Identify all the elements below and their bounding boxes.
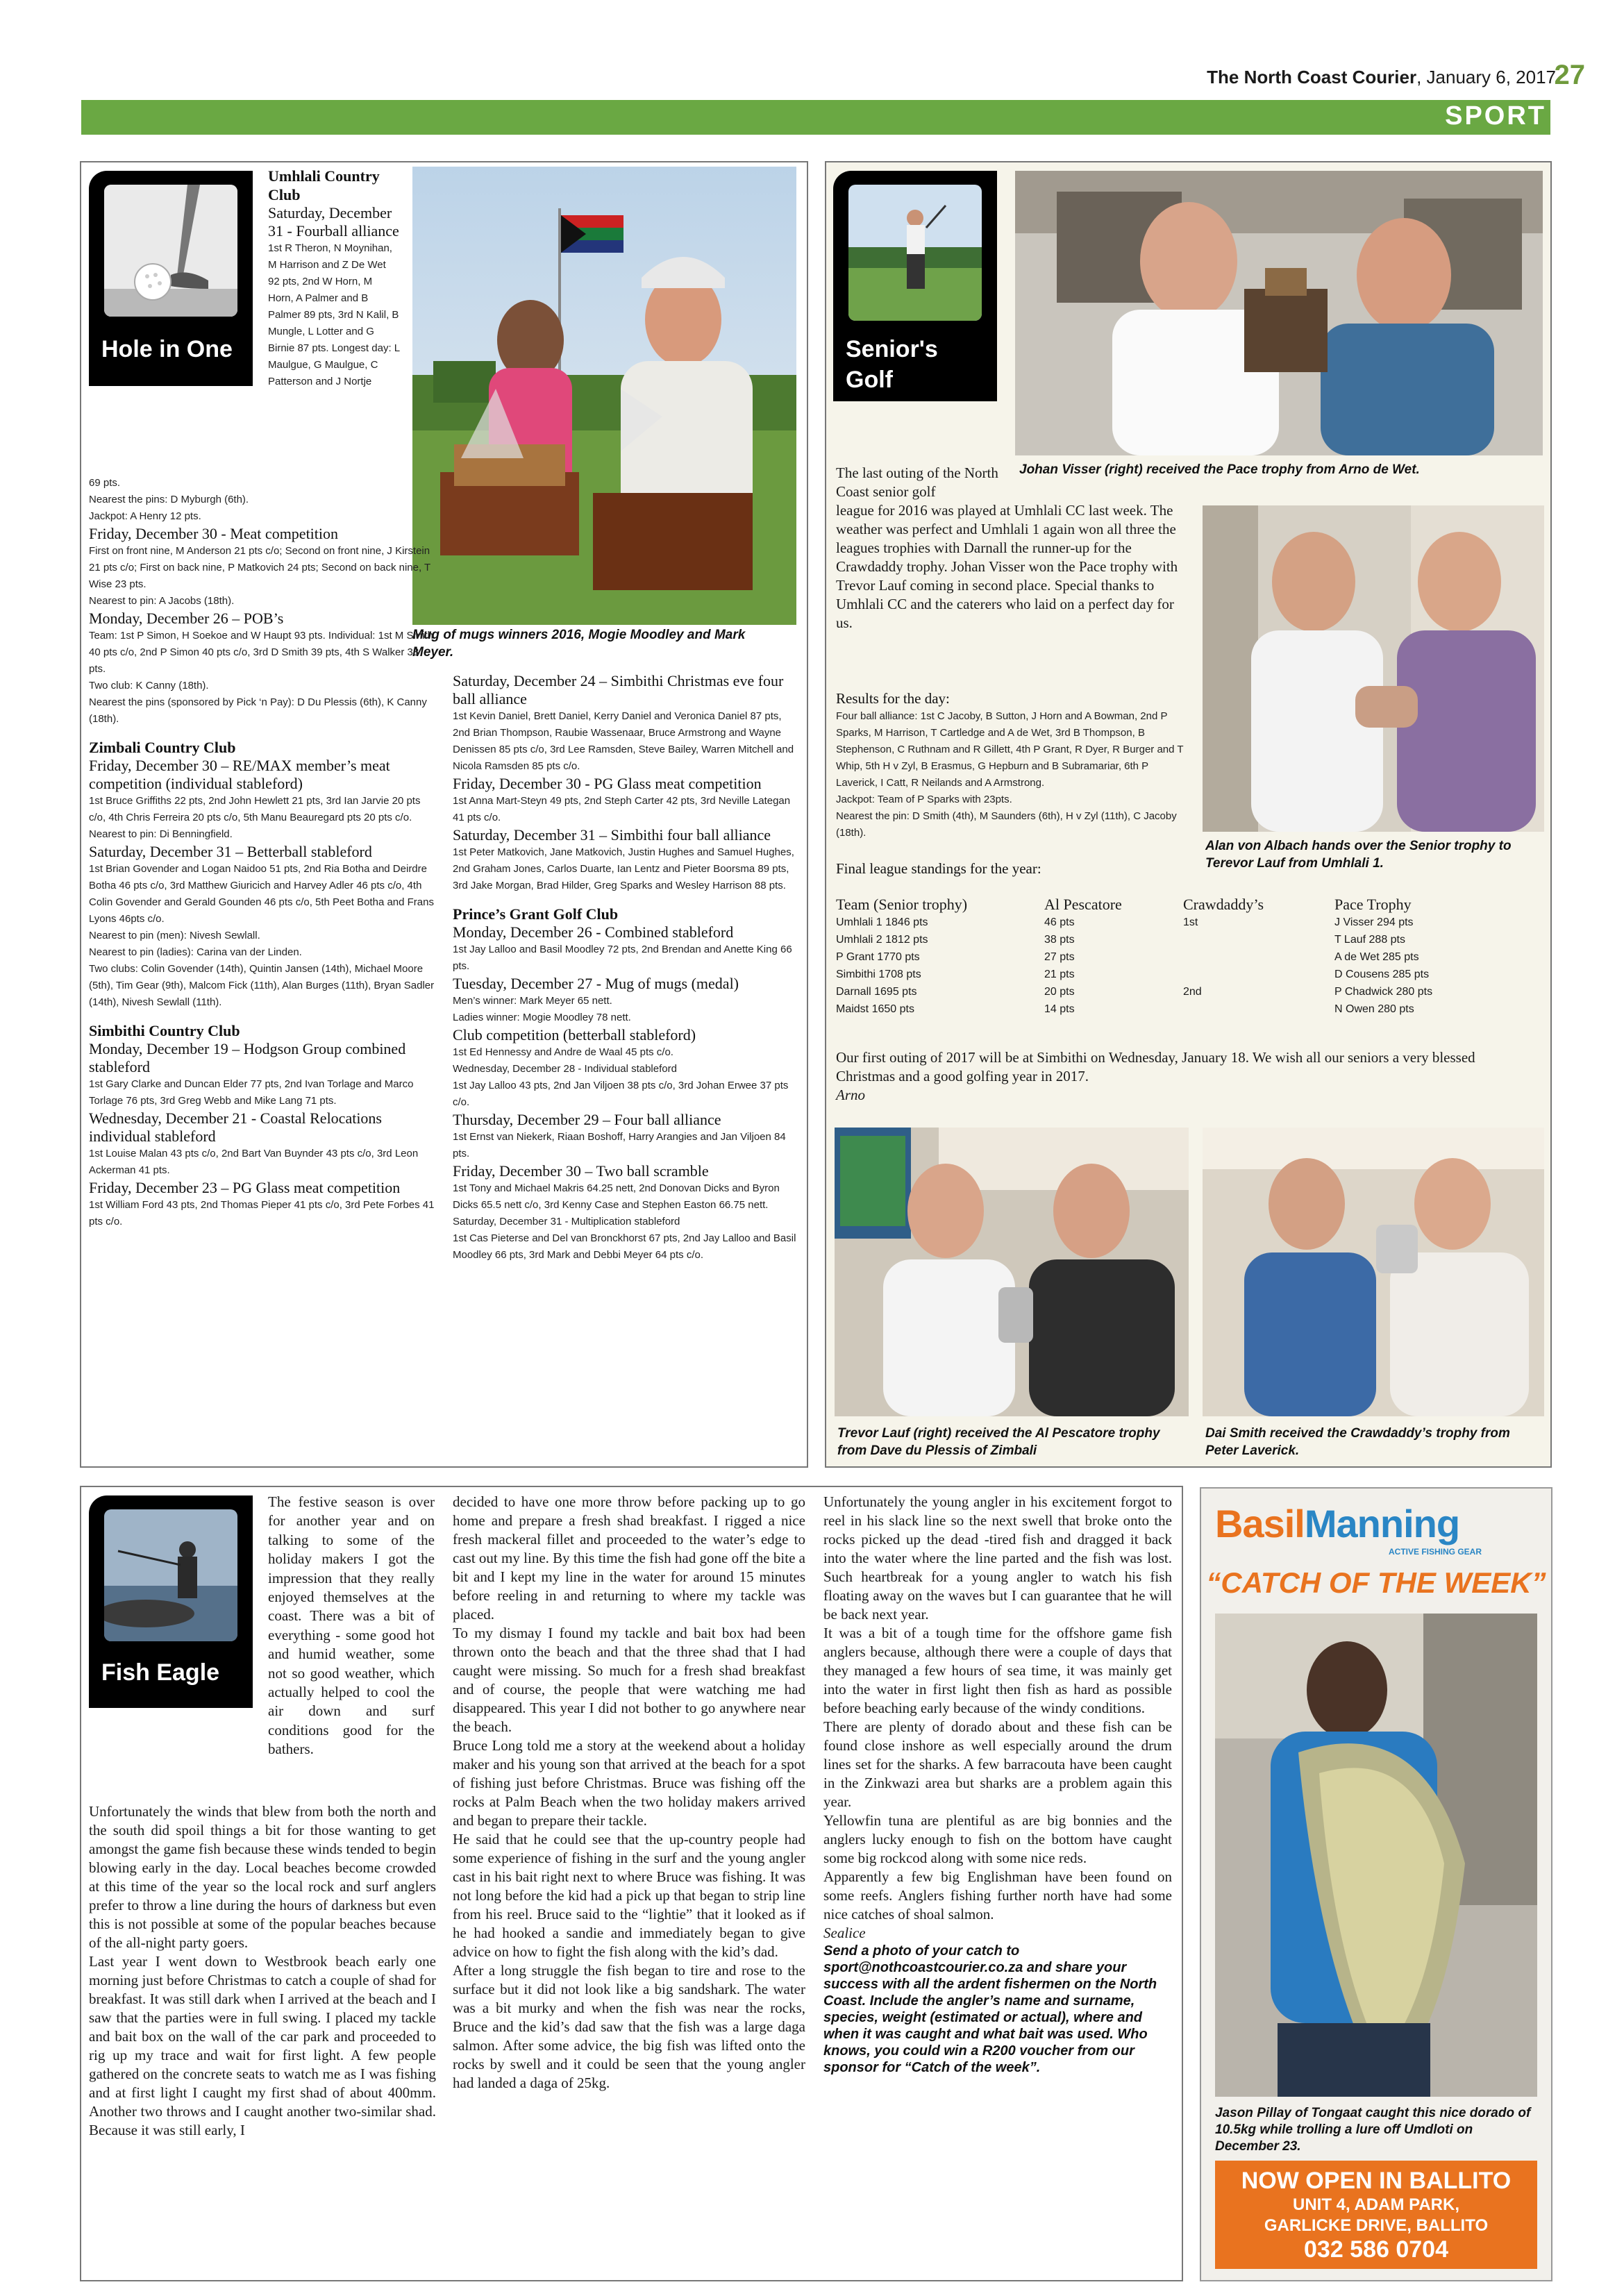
column-3-text: Unfortunately the young angler in his excitement forgot to reel in his slack line so the next swell that broke onto the rocks picked up the dead -tired fish and dragged it back into the water where the line parted and the fish was lost. Such heartbreak for a young angler to watch his fish floating away on the waves but I can guarantee that he will be back next year. It was a bit of a tough time for the offshore game fish anglers because, although there were a couple of days that they managed a few hours of sea time, it was mainly get into the water in first light then fish as hard as possible before beaching early because of the windy conditions. There are plenty of dorado about and these fish can be found close inshore as well especially around the drum lines set for the sharks. A few barracouta have been caught in the Zinkwazi area but sharks are a problem again this year. Yellowfin tuna are plentiful as are big bonnies and the anglers lucky enough to fish on the bottom have caught some big rockcod along with some nice reds. Apparently a few big Englishman have been found on some reefs. Anglers fishing further north have had some nice catches of shoal salmon. bbox=[823, 1493, 1172, 1922]
table-cell: 27 pts bbox=[1044, 951, 1075, 963]
table-cell: Umhlali 2 1812 pts bbox=[836, 934, 928, 946]
table-cell: 1st bbox=[1183, 916, 1198, 928]
table-cell: 46 pts bbox=[1044, 916, 1075, 928]
seniors-intro-2: league for 2016 was played at Umhlali CC last week. The weather was perfect and Umhlali 1 again won all three the leagues trophies with Darnall the runner-up for the Crawdaddy trophy. Johan Visser won the Pace trophy with Trevor Lauf coming in second place. Special thanks to Umhlali CC and the caterers who laid on a perfect day for us. bbox=[836, 502, 1178, 631]
zimbali-dec30-text: 1st Bruce Griffiths 22 pts, 2nd John Hewlett 21 pts, 3rd Ian Jarvie 20 pts c/o, 4th Chris Ferreira 20 pts c/o, 5th Manu Beauregard pts 20 pts c/o. Nearest to pin: Di Benningfield. bbox=[89, 795, 421, 840]
seniors-golf-title-2: Golf bbox=[846, 367, 893, 393]
table-row bbox=[836, 934, 1529, 951]
column-header: Team (Senior trophy) bbox=[836, 896, 968, 913]
catch-of-the-week-photo bbox=[1215, 1614, 1537, 2097]
table-header-row bbox=[836, 896, 1529, 916]
table-cell: 20 pts bbox=[1044, 986, 1075, 998]
fish-eagle-signoff: Sealice bbox=[823, 1925, 866, 1941]
table-cell bbox=[1183, 1003, 1334, 1021]
standings-grid bbox=[836, 896, 1529, 1021]
table-cell: Simbithi 1708 pts bbox=[836, 969, 921, 980]
pg-dec27-text: Men’s winner: Mark Meyer 65 nett. Ladies winner: Mogie Moodley 78 nett. bbox=[453, 995, 631, 1023]
column-header: Al Pescatore bbox=[1044, 896, 1122, 913]
pg-dec30-heading: Friday, December 30 – Two ball scramble bbox=[453, 1162, 709, 1180]
umhlali-block bbox=[268, 167, 400, 390]
club-heading-princes-grant: Prince’s Grant Golf Club bbox=[453, 905, 619, 923]
now-open-text: NOW OPEN IN BALLITO bbox=[1241, 2168, 1512, 2194]
umhlali-dec30-heading: Friday, December 30 - Meat competition bbox=[89, 525, 339, 542]
hole-in-one-title: Hole in One bbox=[101, 336, 233, 362]
send-photo-note: Send a photo of your catch to sport@nothcoastcourier.co.za and share your success with all the ardent fishermen on the North Coast. Include the angler’s name and surname, species, weight (estimated or actual), where and when it was caught and what bait was used. Who knows, you could win a R200 voucher from our sponsor for “Catch of the week”. bbox=[823, 1943, 1157, 2075]
simbithi-dec23-heading: Friday, December 23 – PG Glass meat competition bbox=[89, 1179, 401, 1196]
pg-dec30-text: 1st Tony and Michael Makris 64.25 nett, 2nd Donovan Dicks and Byron Dicks 65.5 nett c/o, 3rd Kenny Case and Stephen Easton 66.75 nett. Saturday, December 31 - Multiplication stableford 1st Cas Pieterse and Del van Bronckhorst 67 pts, 2nd Jay Lalloo and Basil Moodley 66 pts, 3rd Mark and Debbi Meyer 64 pts c/o. bbox=[453, 1182, 796, 1261]
pg-dec27-heading: Tuesday, December 27 - Mug of mugs (medal) bbox=[453, 975, 739, 992]
table-row bbox=[836, 969, 1529, 986]
table-cell: Umhlali 1 1846 pts bbox=[836, 916, 928, 928]
seniors-intro-1: The last outing of the North Coast senior golf bbox=[836, 464, 998, 500]
pg-dec29-text: 1st Ernst van Niekerk, Riaan Boshoff, Harry Arangies and Jan Viljoen 84 pts. bbox=[453, 1131, 786, 1159]
table-cell bbox=[1183, 969, 1334, 986]
table-cell: N Owen 280 pts bbox=[1334, 1003, 1414, 1015]
pg-dec26-heading: Monday, December 26 - Combined stableford bbox=[453, 923, 734, 941]
hole-in-one-left-column bbox=[89, 475, 436, 1230]
masthead bbox=[1207, 67, 1556, 88]
seniors-golf-badge bbox=[833, 171, 997, 401]
event-heading: Saturday, December 31 - Fourball alliance bbox=[268, 204, 399, 240]
simbithi-dec24-heading: Saturday, December 24 – Simbithi Christmas eve four ball alliance bbox=[453, 672, 784, 707]
table-row bbox=[836, 986, 1529, 1003]
pg-dec29-heading: Thursday, December 29 – Four ball alliance bbox=[453, 1111, 721, 1128]
address-line-2: GARLICKE DRIVE, BALLITO bbox=[1264, 2216, 1489, 2235]
simbithi-dec24-text: 1st Kevin Daniel, Brett Daniel, Kerry Daniel and Veronica Daniel 87 pts, 2nd Brian Thompson, Raubie Wassenaar, Bruce Armstrong and Wayne Denissen 85 pts c/o, 3rd Lee Ramsden, Steve Bailey, Warren Mitchell and Nicola Ramsden 85 pts c/o. bbox=[453, 710, 794, 772]
seniors-results bbox=[836, 689, 1190, 841]
umhlali-continued: 69 pts. Nearest the pins: D Myburgh (6th). Jackpot: A Henry 12 pts. bbox=[89, 477, 249, 522]
umhlali-dec30-text: First on front nine, M Anderson 21 pts c/o; Second on front nine, J Kirstein 21 pts c/o; First on back nine, P Matkovich 24 pts; Second on back nine, T Wise 23 pts. Nearest to pin: A Jacobs (18th). bbox=[89, 545, 430, 607]
brand-word-2: Manning bbox=[1304, 1502, 1460, 1545]
brand-logo bbox=[1215, 1501, 1537, 1545]
results-text: 1st R Theron, N Moynihan, M Harrison and Z De Wet 92 pts, 2nd W Horn, M Horn, A Palmer and B Palmer 89 pts, 3rd N Kalil, B Mungle, L Lotter and G Birnie 87 pts. Longest day: L Maulgue, G Maulgue, C Patterson and J Nortje bbox=[268, 242, 400, 387]
column-header: Crawdaddy’s bbox=[1183, 896, 1264, 913]
club-heading-umhlali: Umhlali Country Club bbox=[268, 167, 380, 203]
simbithi-dec31-heading: Saturday, December 31 – Simbithi four ball alliance bbox=[453, 826, 771, 844]
fish-eagle-title: Fish Eagle bbox=[101, 1659, 220, 1686]
fish-eagle-badge bbox=[89, 1495, 253, 1708]
results-heading: Results for the day: bbox=[836, 690, 950, 707]
table-cell: T Lauf 288 pts bbox=[1334, 934, 1405, 946]
umhlali-dec26-heading: Monday, December 26 – POB’s bbox=[89, 610, 284, 627]
golf-ball-icon bbox=[104, 185, 237, 317]
ballito-banner bbox=[1215, 2161, 1537, 2269]
simbithi-dec19-heading: Monday, December 19 – Hodgson Group combined stableford bbox=[89, 1040, 406, 1075]
brand-tagline: ACTIVE FISHING GEAR bbox=[1389, 1547, 1482, 1557]
table-cell: P Grant 1770 pts bbox=[836, 951, 920, 963]
page-number: 27 bbox=[1554, 60, 1585, 90]
mug-of-mugs-caption: Mug of mugs winners 2016, Mogie Moodley and Mark Meyer. bbox=[412, 628, 746, 660]
table-cell: 38 pts bbox=[1044, 934, 1075, 946]
al-pescatore-caption: Trevor Lauf (right) received the Al Pescatore trophy from Dave du Plessis of Zimbali bbox=[837, 1426, 1160, 1458]
golfer-icon bbox=[848, 185, 982, 321]
table-row bbox=[836, 916, 1529, 934]
al-pescatore-photo bbox=[835, 1128, 1189, 1416]
zimbali-dec31-heading: Saturday, December 31 – Betterball stableford bbox=[89, 843, 372, 860]
standings-heading: Final league standings for the year: bbox=[836, 860, 1041, 877]
fish-eagle-column-1: Unfortunately the winds that blew from both the north and the south did spoil things a bit for those wanting to get amongst the game fish because these winds tended to begin blowing early in the day. Local beaches become crowded at this time of the year so the local rock and surf anglers prefer to throw a line during the hours of darkness but even this is not possible at some of the popular beaches because of the all-night party goers. Last year I went down to Westbrook beach early one morning just before Christmas to catch a couple of shad for breakfast. It was still dark when I arrived at the beach and I saw that the parties were in full swing. I placed my tackle and bait box on the wall of the car park and proceeded to rig up my trace and wait for first light. A few people gathered on the concrete seats to watch me as I was fishing and at first light I caught my first shad of about 400mm. Another two throws and I caught another two-similar shad. Because it was still early, I bbox=[89, 1803, 436, 2138]
column-header: Pace Trophy bbox=[1334, 896, 1412, 913]
table-cell: 21 pts bbox=[1044, 969, 1075, 980]
catch-caption: Jason Pillay of Tongaat caught this nice dorado of 10.5kg while trolling a lure off Umdloti on December 23. bbox=[1215, 2106, 1531, 2154]
crawdaddys-photo bbox=[1203, 1128, 1544, 1416]
zimbali-dec30-heading: Friday, December 30 – RE/MAX member’s meat competition (individual stableford) bbox=[89, 757, 390, 792]
mug-of-mugs-photo bbox=[412, 167, 796, 625]
pace-trophy-caption: Johan Visser (right) received the Pace trophy from Arno de Wet. bbox=[1019, 462, 1420, 477]
simbithi-dec21-heading: Wednesday, December 21 - Coastal Relocations individual stableford bbox=[89, 1109, 382, 1145]
fish-eagle-column-3 bbox=[823, 1493, 1172, 2076]
table-cell: D Cousens 285 pts bbox=[1334, 969, 1430, 980]
simbithi-dec30-heading: Friday, December 30 - PG Glass meat competition bbox=[453, 775, 762, 792]
simbithi-dec19-text: 1st Gary Clarke and Duncan Elder 77 pts, 2nd Ivan Torlage and Marco Torlage 76 pts, 3rd Greg Webb and Mike Lang 71 pts. bbox=[89, 1078, 414, 1107]
table-cell: 2nd bbox=[1183, 986, 1202, 998]
fisherman-icon bbox=[104, 1509, 237, 1641]
seniors-signoff: Arno bbox=[836, 1087, 865, 1103]
table-cell: 14 pts bbox=[1044, 1003, 1075, 1015]
table-cell bbox=[1183, 951, 1334, 969]
ad-heading: “CATCH OF THE WEEK” bbox=[1206, 1566, 1546, 1599]
hole-in-one-badge bbox=[89, 171, 253, 386]
table-row bbox=[836, 1003, 1529, 1021]
brand-word-1: Basil bbox=[1215, 1502, 1305, 1545]
phone-number: 032 586 0704 bbox=[1304, 2236, 1448, 2263]
pg-club-heading: Club competition (betterball stableford) bbox=[453, 1026, 696, 1044]
simbithi-dec30-text: 1st Anna Mart-Steyn 49 pts, 2nd Steph Carter 42 pts, 3rd Neville Lategan 41 pts c/o. bbox=[453, 795, 791, 823]
senior-trophy-caption: Alan von Albach hands over the Senior trophy to Terevor Lauf from Umhlali 1. bbox=[1205, 839, 1512, 871]
simbithi-dec31-text: 1st Peter Matkovich, Jane Matkovich, Justin Hughes and Samuel Hughes, 2nd Graham Jones, Carlos Duarte, Ian Lentz and Pieter Boorsma 89 pts, 3rd Jake Morgan, Brad Hilder, Greg Sparks and Wesley Harrison 88 pts. bbox=[453, 846, 794, 891]
table-cell: Darnall 1695 pts bbox=[836, 986, 917, 998]
results-text: Four ball alliance: 1st C Jacoby, B Sutton, J Horn and A Bowman, 2nd P Sparks, M Harrison, T Cartledge and A de Wet, 3rd B Thompson, B Stephenson, C Ruthnam and R Gillett, 4th P Grant, R Dyer, R Burger and T Whip, 5th H v Zyl, B Erasmus, G Hepburn and B Subramariar, 6th P Laverick, I Catt, R Neilands and A Armstrong. Jackpot: Team of P Sparks with 23pts. Nearest the pin: D Smith (4th), M Saunders (6th), H v Zyl (11th), C Jacoby (18th). bbox=[836, 710, 1184, 839]
club-heading-simbithi: Simbithi Country Club bbox=[89, 1022, 240, 1039]
hole-in-one-middle-column bbox=[453, 672, 797, 1264]
section-bar bbox=[81, 100, 1550, 135]
table-cell bbox=[1183, 934, 1334, 951]
pg-dec26-text: 1st Jay Lalloo and Basil Moodley 72 pts, 2nd Brendan and Anette King 66 pts. bbox=[453, 944, 792, 972]
address-line-1: UNIT 4, ADAM PARK, bbox=[1293, 2195, 1459, 2214]
fish-eagle-intro: The festive season is over for another year and on talking to some of the holiday makers I got the impression that they really enjoyed themselves at the coast. There was a bit of everything - some good hot and humid weather, some not so good weather, which actually helped to cool the air down and surf conditions good for the bathers. bbox=[268, 1493, 435, 1758]
basil-manning-ad bbox=[1200, 1487, 1552, 2281]
standings-table bbox=[836, 896, 1537, 1021]
fish-eagle-column-2: decided to have one more throw before packing up to go home and prepare a fresh shad breakfast. I rigged a nice fresh mackeral fillet and proceeded to the water’s edge to cast out my line. By this time the fish had gone off the bite a bit and I kept my line in the water for around 15 minutes before reeling in and returning to where my tackle was placed. To my dismay I found my tackle and bait box had been thrown onto the beach and that the three shad that I had caught were missing. So much for a fresh shad breakfast and of course, the people that were watching me had disappeared. This year I did not bother to go anywhere near the beach. Bruce Long told me a story at the weekend about a holiday maker and his young son that arrived at the beach for a spot of fishing just before Christmas. Bruce was fishing off the rocks at Palm Beach when the two holiday makers arrived and began to prepare their tackle. He said that he could see that the up-country people had some experience of fishing in the surf and the young angler cast in his bait right next to where Bruce was fishing. It was not long before the kid had a pick up that began to strip line from his reel. Bruce said to the “lightie” that it looked as if he had hooked a sandie and immediately began to give advice on how to fight the fish along with the kid’s dad. After a long struggle the fish began to tire and rose to the surface but it did not look like a big sandshark. The water was a bit murky and when the fish was near the rocks, Bruce and the kid’s dad saw that the fish was a large daga salmon. After some advice, the big fish was lifted onto the rocks by swell and it could be seen that the young angler had landed a daga of 25kg. bbox=[453, 1493, 805, 2091]
closing-text: Our first outing of 2017 will be at Simbithi on Wednesday, January 18. We wish all our seniors a very blessed Christmas and a good golfing year in 2017. bbox=[836, 1049, 1475, 1084]
section-title: SPORT bbox=[1445, 101, 1546, 131]
table-cell: A de Wet 285 pts bbox=[1334, 951, 1419, 963]
crawdaddys-caption: Dai Smith received the Crawdaddy’s trophy from Peter Laverick. bbox=[1205, 1426, 1510, 1458]
zimbali-dec31-text: 1st Brian Govender and Logan Naidoo 51 pts, 2nd Ria Botha and Deirdre Botha 46 pts c/o, 3rd Matthew Giuricich and Harvey Adler 46 pts c/o, 4th Colin Govender and Gerald Gounden 46 pts c/o, 5th Peet Botha and Frans Lyons 46pts c/o. Nearest to pin (men): Nivesh Sewlall. Nearest to pin (ladies): Carina van der Linden. Two clubs: Colin Govender (14th), Quintin Jansen (14th), Michael Moore (5th), Tim Gear (9th), Malcom Fick (11th), Alan Burges (11th), Bryan Sadler (14th), Nivesh Sewlall (11th). bbox=[89, 863, 435, 1008]
umhlali-dec26-text: Team: 1st P Simon, H Soekoe and W Haupt 93 pts. Individual: 1st M Smith 40 pts c/o, 2nd P Simon 40 pts c/o, 3rd D Smith 39 pts, 4th S Walker 38 pts. Two club: K Canny (18th). Nearest the pins (sponsored by Pick ‘n Pay): D Du Plessis (6th), K Canny (18th). bbox=[89, 630, 433, 725]
paper-name: The North Coast Courier bbox=[1207, 67, 1417, 87]
simbithi-dec21-text: 1st Louise Malan 43 pts c/o, 2nd Bart Van Buynder 43 pts c/o, 3rd Leon Ackerman 41 pts. bbox=[89, 1148, 419, 1176]
seniors-closing bbox=[836, 1048, 1537, 1105]
simbithi-dec23-text: 1st William Ford 43 pts, 2nd Thomas Pieper 41 pts c/o, 3rd Pete Forbes 41 pts c/o. bbox=[89, 1199, 435, 1227]
table-row bbox=[836, 951, 1529, 969]
issue-date: , January 6, 2017 bbox=[1416, 67, 1556, 87]
table-cell: J Visser 294 pts bbox=[1334, 916, 1414, 928]
senior-trophy-photo bbox=[1203, 505, 1544, 832]
pg-club-text: 1st Ed Hennessy and Andre de Waal 45 pts c/o. Wednesday, December 28 - Individual stableford 1st Jay Lalloo 43 pts, 2nd Jan Viljoen 38 pts c/o, 3rd Johan Erwee 37 pts c/o. bbox=[453, 1046, 789, 1108]
seniors-golf-title-1: Senior's bbox=[846, 336, 938, 362]
table-cell: Maidst 1650 pts bbox=[836, 1003, 914, 1015]
table-cell: P Chadwick 280 pts bbox=[1334, 986, 1433, 998]
pace-trophy-photo bbox=[1015, 171, 1543, 455]
club-heading-zimbali: Zimbali Country Club bbox=[89, 739, 236, 756]
